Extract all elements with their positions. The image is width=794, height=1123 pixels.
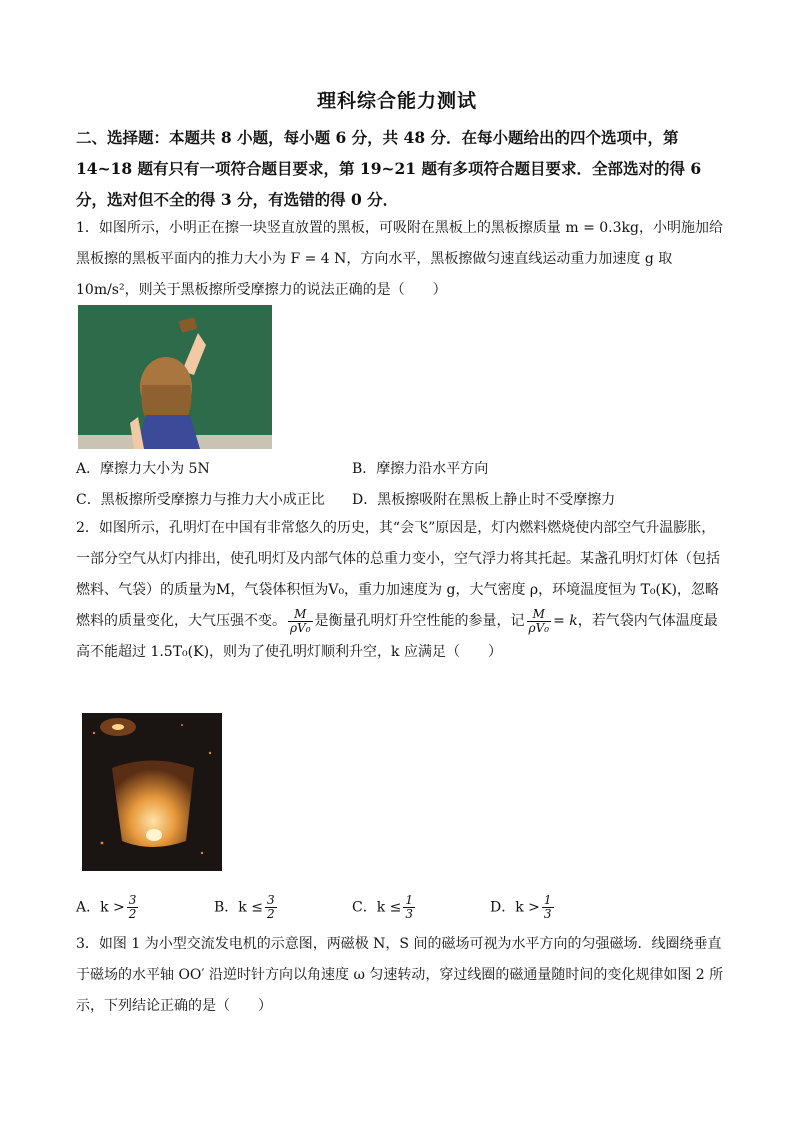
blackboard-illustration [78, 305, 272, 449]
q2-fraction-1: $\frac{M}{\text{ρV₀}}$ [290, 606, 311, 635]
q2-option-a[interactable]: A．k > $\frac{3}{2}$ [76, 893, 137, 921]
q2-stem-part2: 是衡量孔明灯升空性能的参量，记 [314, 613, 525, 629]
q2-option-d[interactable]: D．k > $\frac{1}{3}$ [490, 893, 552, 921]
page-title: 理科综合能力测试 [316, 90, 477, 112]
q2-stem-part1: 2．如图所示，孔明灯在中国有非常悠久的历史，其“会飞”原因是，灯内燃料燃烧使内部空气升温膨胀，一部分空气从灯内排出，使孔明灯及内部气体的总重力变小，空气浮力将其托起。某盏孔明灯灯体（包括燃料、气袋）的质量为M，气袋体积恒为V₀，重力加速度为 g，大气密度 ρ，环境温度恒为 T₀(K)，忽略燃料的质量变化，大气压强不变。 [76, 520, 720, 629]
q1-option-a[interactable]: A．摩擦力大小为 5N [76, 461, 210, 477]
q2-fraction-2: $\frac{M}{\text{ρV₀}}$ [528, 606, 550, 635]
section-header: 二、选择题：本题共 8 小题，每小题 6 分，共 48 分．在每小题给出的四个选项中，第 14~18 题有只有一项符合题目要求，第 19~21 题有多项符合题目要求．全部选对的得 6 分，选对但不全的得 3 分，有选错的得 0 分． [76, 128, 702, 209]
q1-option-b[interactable]: B．摩擦力沿水平方向 [352, 461, 489, 477]
question-2-stem [76, 513, 728, 668]
blackboard-image [78, 305, 272, 449]
q2-option-c[interactable]: C．k ≤ $\frac{1}{3}$ [352, 893, 414, 921]
lantern-image [82, 713, 222, 871]
lantern-photo [82, 713, 222, 871]
q1-option-d[interactable]: D．黑板擦吸附在黑板上静止时不受摩擦力 [352, 492, 616, 508]
question-1-stem: 1．如图所示，小明正在擦一块竖直放置的黑板，可吸附在黑板上的黑板擦质量 m = 0.3kg，小明施加给黑板擦的黑板平面内的推力大小为 F = 4 N，方向水平，黑板擦做匀速直线运动重力加速度 g 取 10m/s²，则关于黑板擦所受摩擦力的说法正确的是（ ） [76, 220, 723, 298]
q1-option-c[interactable]: C．黑板擦所受摩擦力与推力大小成正比 [76, 492, 325, 508]
q2-option-b[interactable]: B．k ≤ $\frac{3}{2}$ [214, 893, 275, 921]
q2-eq-rhs: = k [553, 613, 578, 629]
q2-stem-part3: ，若气袋内气体温度最高不能超过 1.5T₀(K)，则为了使孔明灯顺利升空，k 应满足（ ） [76, 613, 718, 660]
question-3-stem: 3．如图 1 为小型交流发电机的示意图，两磁极 N，S 间的磁场可视为水平方向的匀强磁场．线圈绕垂直于磁场的水平轴 OO′ 沿逆时针方向以角速度 ω 匀速转动，穿过线圈的磁通量随时间的变化规律如图 2 所示，下列结论正确的是（ ） [76, 936, 724, 1014]
